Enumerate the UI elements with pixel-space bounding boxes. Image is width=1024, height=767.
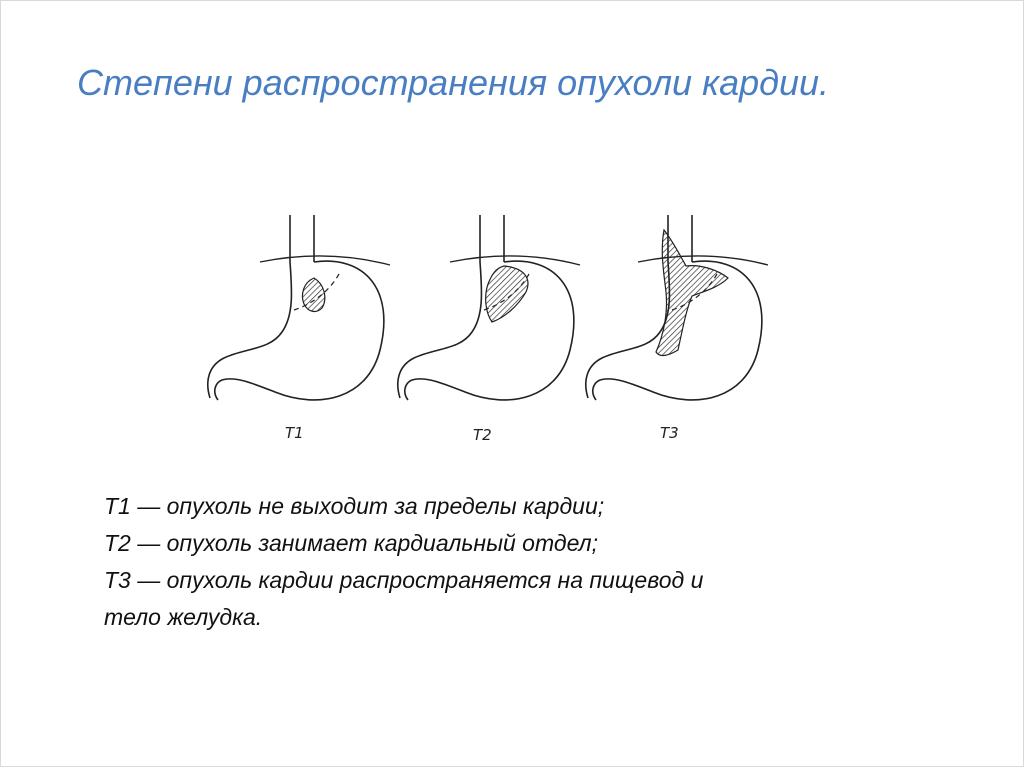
description-t3-line1: Т3 — опухоль кардии распространяется на пищевод и [104,567,704,593]
slide-title: Степени распространения опухоли кардии. [77,62,830,103]
stage-label-t1: T1 [285,424,304,442]
description-t2: Т2 — опухоль занимает кардиальный отдел; [104,530,598,556]
description-t1: Т1 — опухоль не выходит за пределы кардии; [104,493,605,519]
stomach-stages-figure [190,200,790,470]
description-t3-line2: тело желудка. [104,604,263,630]
stage-label-t2: T2 [473,426,492,444]
stage-t1-diagram [208,215,390,400]
stage-t2-diagram [398,215,580,400]
stage-label-t3: T3 [660,424,679,442]
stomach-stages-diagram [190,200,790,470]
stage-descriptions [104,488,944,636]
stage-t3-diagram [586,215,768,400]
